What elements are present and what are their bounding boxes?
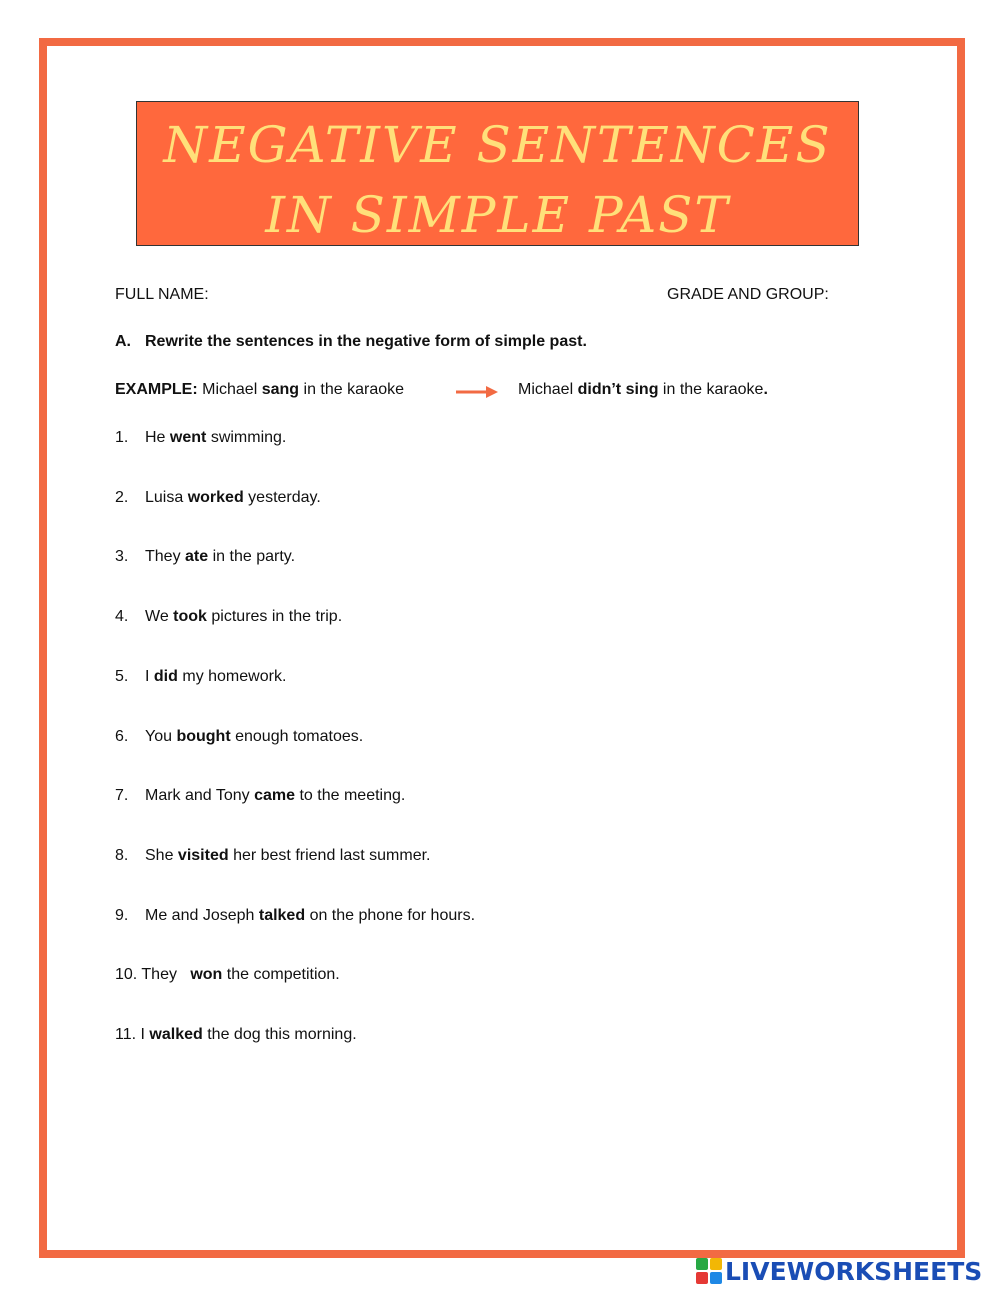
example-label: EXAMPLE:: [115, 381, 198, 398]
item-verb: won: [190, 966, 223, 983]
exercise-item: [115, 489, 321, 507]
item-post: in the party.: [212, 548, 296, 565]
example-answer-end: .: [763, 381, 768, 398]
item-number: 3.: [115, 548, 129, 565]
item-post: enough tomatoes.: [235, 728, 364, 745]
exercise-item: [115, 907, 475, 925]
exercise-item: [115, 728, 363, 746]
item-pre: Me and Joseph: [145, 907, 255, 924]
item-number: 9.: [115, 907, 129, 924]
item-number: 8.: [115, 847, 129, 864]
instruction-letter: A.: [115, 333, 131, 350]
item-post: on the phone for hours.: [309, 907, 476, 924]
item-pre: They: [141, 966, 177, 983]
full-name-label: FULL NAME:: [115, 286, 209, 303]
exercise-item: [115, 966, 340, 984]
example-original-pre: Michael: [202, 381, 258, 398]
title-line-2: IN SIMPLE PAST: [265, 186, 730, 244]
item-number: 4.: [115, 608, 129, 625]
right-arrow-icon: [456, 385, 498, 399]
item-verb: worked: [187, 489, 244, 506]
item-verb: talked: [258, 907, 306, 924]
exercise-item: [115, 1026, 357, 1044]
item-verb: walked: [149, 1026, 203, 1043]
brand-name: LIVEWORKSHEETS: [725, 1256, 983, 1286]
item-pre: I: [145, 668, 150, 685]
item-post: to the meeting.: [299, 787, 406, 804]
item-post: the dog this morning.: [207, 1026, 357, 1043]
instruction: [115, 333, 587, 351]
item-verb: bought: [176, 728, 231, 745]
example-original: [115, 381, 404, 399]
item-verb: visited: [177, 847, 229, 864]
item-pre: I: [140, 1026, 145, 1043]
item-post: my homework.: [182, 668, 287, 685]
exercise-item: [115, 787, 405, 805]
item-post: yesterday.: [248, 489, 321, 506]
item-number: 11.: [115, 1026, 137, 1043]
liveworksheets-brand: [696, 1255, 982, 1287]
item-number: 2.: [115, 489, 129, 506]
title-banner: [136, 101, 859, 246]
item-verb: ate: [185, 548, 209, 565]
item-verb: came: [254, 787, 296, 804]
exercise-item: [115, 548, 295, 566]
example-original-post: in the karaoke: [303, 381, 405, 398]
item-pre: Mark and Tony: [145, 787, 250, 804]
item-number: 6.: [115, 728, 129, 745]
item-number: 7.: [115, 787, 129, 804]
item-post: pictures in the trip.: [211, 608, 343, 625]
item-pre: They: [145, 548, 181, 565]
instruction-text: Rewrite the sentences in the negative form of simple past.: [145, 333, 587, 350]
item-pre: Luisa: [145, 489, 184, 506]
item-pre: We: [145, 608, 169, 625]
item-post: the competition.: [226, 966, 340, 983]
item-verb: did: [153, 668, 178, 685]
title-line-1: NEGATIVE SENTENCES: [163, 116, 832, 174]
item-post: swimming.: [210, 429, 287, 446]
item-pre: He: [145, 429, 166, 446]
item-number: 1.: [115, 429, 129, 446]
exercise-item: [115, 608, 342, 626]
item-pre: She: [145, 847, 174, 864]
item-number: 10.: [115, 966, 138, 983]
example-answer-post: in the karaoke: [662, 381, 764, 398]
item-verb: took: [173, 608, 207, 625]
exercise-item: [115, 847, 430, 865]
exercise-item: [115, 668, 286, 686]
item-number: 5.: [115, 668, 129, 685]
example-answer: [518, 381, 768, 399]
grade-group-label: GRADE AND GROUP:: [667, 286, 829, 303]
item-post: her best friend last summer.: [233, 847, 431, 864]
exercise-item: [115, 429, 286, 447]
example-original-verb: sang: [261, 381, 300, 398]
example-answer-pre: Michael: [518, 381, 574, 398]
item-pre: You: [145, 728, 172, 745]
item-verb: went: [169, 429, 207, 446]
liveworksheets-logo-icon: [696, 1258, 722, 1284]
example-answer-verb: didn’t sing: [577, 381, 659, 398]
